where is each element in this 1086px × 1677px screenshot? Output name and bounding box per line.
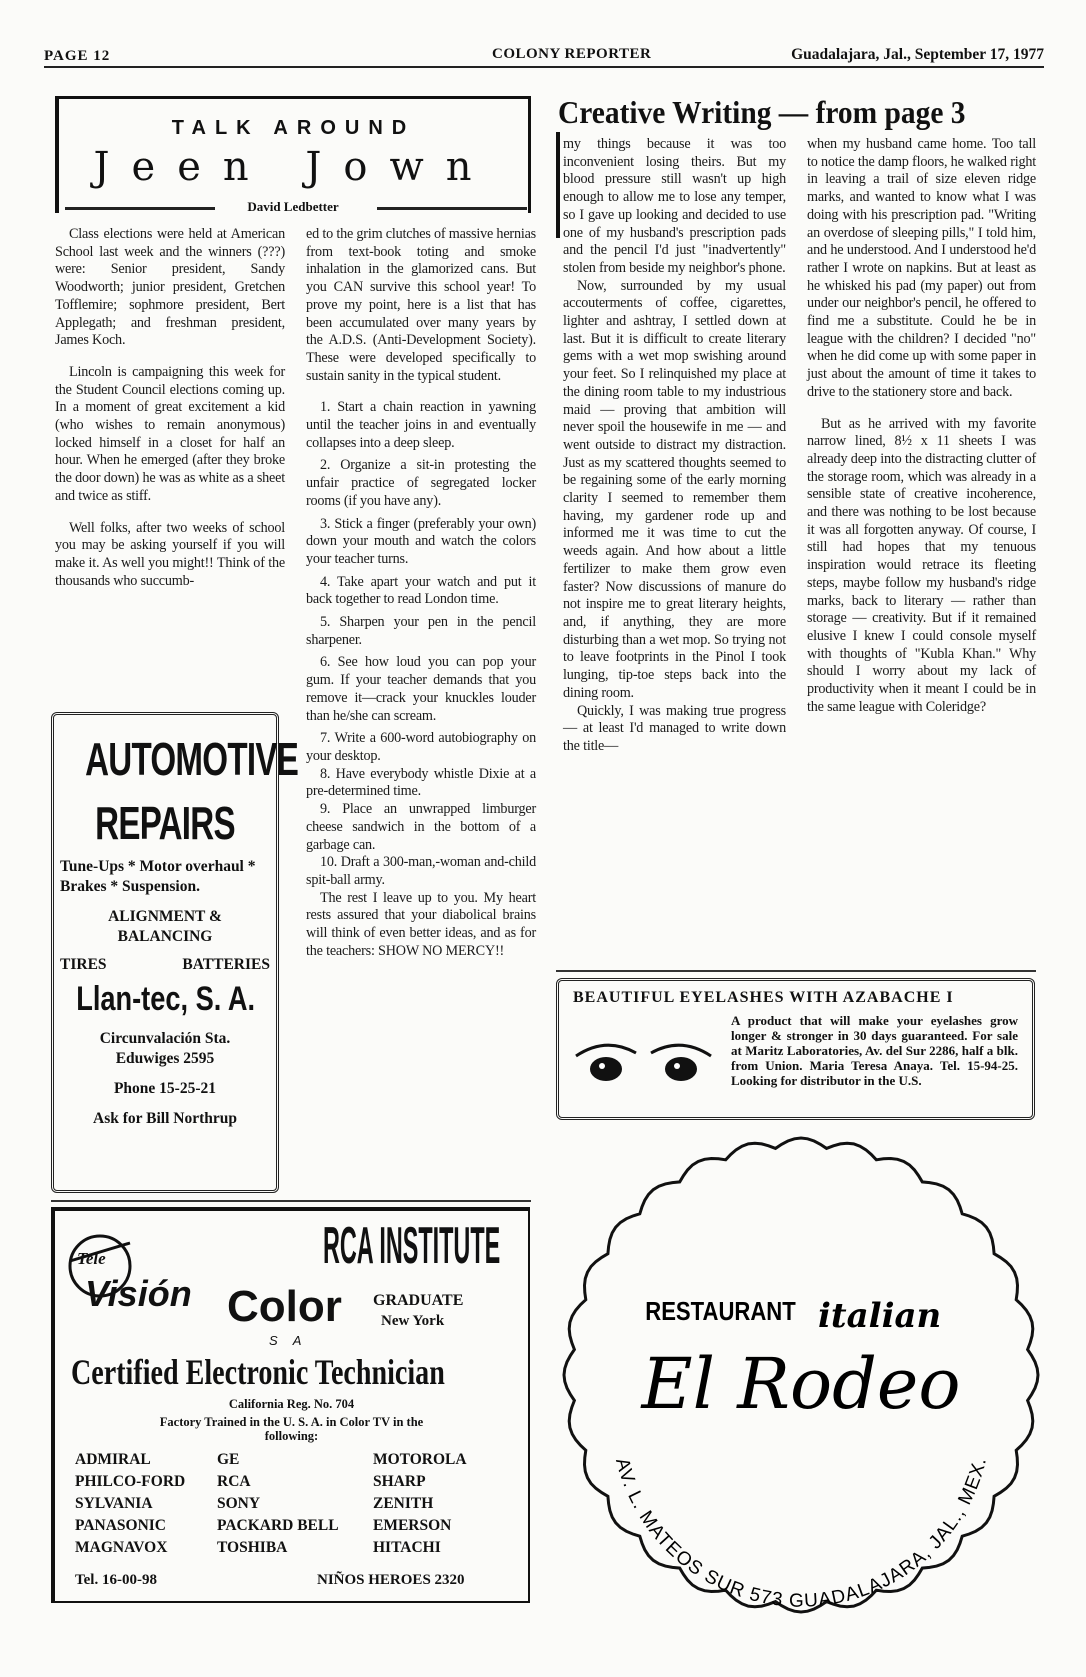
divider bbox=[51, 1200, 531, 1202]
tv-repair-ad bbox=[51, 1207, 530, 1603]
ad-headline: REPAIRS bbox=[95, 797, 235, 849]
list-item: 8. Have everybody whistle Dixie at a pre-determined time. bbox=[306, 765, 536, 800]
trained-text: Factory Trained in the U. S. A. in Color TV in the following: bbox=[159, 1415, 424, 1443]
eyes-icon bbox=[571, 1031, 721, 1091]
paragraph: Quickly, I was making true progress — at least I'd managed to write down the title— bbox=[563, 702, 786, 754]
list-item: 2. Organize a sit-in protesting the unfair practice of segregated locker rooms (if you have any). bbox=[306, 457, 536, 509]
brand: MAGNAVOX bbox=[75, 1539, 168, 1556]
list-item: 5. Sharpen your pen in the pencil sharpener. bbox=[306, 614, 536, 648]
talk-column-1 bbox=[55, 226, 285, 604]
byline: David Ledbetter bbox=[55, 199, 531, 215]
paragraph: Now, surrounded by my usual accouterments of coffee, cigarettes, lighter and ashtray, I settled down at last. But it is difficult to create literary gems with a wet mop swishing around your feet. So I relinquished my place at the dining room table to my industrious maid — proving that ambition will never spoil the housewife in me — and went outside to distract my distraction. Just as my scattered thoughts seemed to be regaining some of the early morning clarity I seemed to remember them having, my gardener rode up and informed me it was time to cut the weeds again. And how about a little fertilizer to make them grow even faster? Now discussions of manure do not inspire me to great literary heights, and, if anything, they are more disturbing than a wet mop. So trying not to leave footprints in the Pinol I took lunging, tip-toe steps back into the dining room. bbox=[563, 277, 786, 701]
divider bbox=[556, 970, 1036, 972]
paragraph: when my husband came home. Too tall to notice the damp floors, he walked right in leaving a trail of size eleven ridge marks, and wanted to know what I was doing with his prescription pad. "Writing an overdose of sleeping pills," I told him, and he understood. And I understood he'd rather I wrote on napkins. But at least as he whisked his pad (my paper) out from under our neighbor's pencil, he offered to find me a substitute. Could he be in league with the children? I decided "no" when he did come up with some paper in just about the amount of time it takes to drive to the stationery store and back. bbox=[807, 136, 1036, 400]
ad-body-block bbox=[571, 1013, 1018, 1091]
brand: ZENITH bbox=[373, 1495, 434, 1512]
restaurant-ad bbox=[556, 1130, 1046, 1620]
brand: TOSHIBA bbox=[217, 1539, 288, 1556]
paragraph: my things because it was too inconvenient losing theirs. But my blood pressure still wasn't up high enough to allow me to lose any temper, so I gave up looking and decided to use one of my husband's prescription pads and the pencil I'd just "inadvertently" stolen from beside my neighbor's phone. bbox=[563, 136, 786, 276]
brands-column-2 bbox=[217, 1449, 339, 1559]
list-item: 1. Start a chain reaction in yawning until the teacher joins in and eventually collapses into a deep sleep. bbox=[306, 399, 536, 451]
ad-company: Llan-tec, S. A. bbox=[76, 980, 256, 1018]
graduate-label: GRADUATE bbox=[373, 1292, 464, 1309]
brand: HITACHI bbox=[373, 1539, 441, 1556]
list-item: 3. Stick a finger (preferably your own) down your mouth and watch the colors your teacher turns. bbox=[306, 515, 536, 567]
ad-phone: Phone 15-25-21 bbox=[113, 1080, 217, 1097]
brand: ADMIRAL bbox=[75, 1451, 151, 1468]
list-item: 7. Write a 600-word autobiography on your desktop. bbox=[306, 730, 536, 764]
logo-vision: Visión bbox=[85, 1273, 192, 1314]
column-title-box bbox=[55, 96, 531, 213]
divider bbox=[556, 132, 560, 238]
brand: GE bbox=[217, 1451, 240, 1468]
talk-column-2 bbox=[306, 226, 536, 974]
brands-column-1 bbox=[75, 1449, 185, 1559]
list-item: 9. Place an unwrapped limburger cheese sandwich in the bottom of a garbage can. bbox=[306, 801, 536, 853]
restaurant-name: El Rodeo bbox=[641, 1343, 961, 1425]
ad-headline: AUTOMOTIVE bbox=[85, 733, 299, 785]
paragraph: ed to the grim clutches of massive hernias from text-book toting and smoke inhalation in the glamorized cans. But you CAN survive this school year! To prove my point, here is a list that has been accumulated over many years by the A.D.S. (Anti-Development Society). These were developed specifically to sustain sanity in the typical student. bbox=[306, 226, 536, 384]
list-item: 6. See how loud you can pop your gum. If your teacher demands that you remove it—crack your knuckles louder than he/she can scream. bbox=[306, 654, 536, 724]
brand: SYLVANIA bbox=[75, 1495, 153, 1512]
city-label: New York bbox=[381, 1313, 445, 1329]
brand: PANASONIC bbox=[75, 1517, 166, 1534]
brand: SHARP bbox=[373, 1473, 426, 1490]
institute-name: RCA INSTITUTE bbox=[323, 1217, 501, 1275]
paragraph: But as he arrived with my favorite narrow lined, 8½ x 11 sheets I was already deep into the distracting clutter of the storage room, which was already in a sensible state of creative incoherence, and there was nothing to be lost because it was all forgotten anyway. Of course, I still had hopes that my tenuous inspiration would retrace its fleeting steps, maybe follow my husband's ridge marks, back to literary — rather than storage — creativity. But if it remained elusive I knew I could console myself with thoughts of "Kubla Khan." Why should I worry about my lack of productivity when it meant I could be in the same league with Coleridge? bbox=[807, 415, 1036, 715]
brand: PHILCO-FORD bbox=[75, 1473, 186, 1490]
paragraph: Class elections were held at American School last week and the winners (???) were: Senior president, Sandy Woodworth; junior president, Gretchen Tofflemire; sophmore president, Bert Applegath; and freshman president, James Koch. bbox=[55, 226, 285, 349]
page-header bbox=[44, 44, 1044, 68]
brands-column-3 bbox=[373, 1449, 467, 1559]
article-title: Creative Writing — from page 3 bbox=[558, 94, 966, 130]
ad-address: NIÑOS HEROES 2320 bbox=[317, 1572, 465, 1588]
eyelash-ad bbox=[556, 978, 1035, 1120]
brand: EMERSON bbox=[373, 1517, 452, 1534]
list-item: 4. Take apart your watch and put it back together to read London time. bbox=[306, 573, 536, 608]
logo-tele: Tele bbox=[77, 1249, 106, 1268]
creative-column-3 bbox=[563, 136, 786, 756]
paragraph: Well folks, after two weeks of school you may be asking yourself if you will make it. As well you might!! Think of the thousands who succumb- bbox=[55, 519, 285, 589]
registration: California Reg. No. 704 bbox=[228, 1397, 355, 1411]
ad-phone: Tel. 16-00-98 bbox=[75, 1572, 157, 1588]
brand: MOTOROLA bbox=[373, 1451, 467, 1468]
paragraph: The rest I leave up to you. My heart rests assured that your diabolical brains will think of even better ideas, and as for the teachers: SHOW NO MERCY!! bbox=[306, 889, 536, 959]
brand: RCA bbox=[217, 1473, 251, 1490]
ad-services: Tune-Ups * Motor overhaul * Brakes * Suspension. bbox=[60, 858, 256, 895]
logo-sa: S A bbox=[269, 1333, 308, 1348]
restaurant-label: RESTAURANT bbox=[645, 1297, 796, 1327]
ad-tires: TIRES bbox=[60, 956, 107, 973]
restaurant-address bbox=[611, 1455, 991, 1612]
ad-heading: BEAUTIFUL EYELASHES WITH AZABACHE I bbox=[573, 989, 954, 1006]
column-subtitle: Jeen Jown bbox=[93, 144, 494, 190]
address-path-text: AV. L. MATEOS SUR 573 GUADALAJARA, JAL., MEX. bbox=[611, 1454, 992, 1612]
list-item: 10. Draft a 300-man,-woman and-child spit-ball army. bbox=[306, 854, 536, 888]
creative-column-4 bbox=[807, 136, 1036, 717]
ad-alignment: ALIGNMENT & BALANCING bbox=[108, 908, 222, 945]
brand: SONY bbox=[217, 1495, 261, 1512]
ad-contact: Ask for Bill Northrup bbox=[93, 1110, 237, 1127]
ad-body: A product that will make your eyelashes grow longer & stronger in 30 days guaranteed. For sale at Maritz Laboratories, Av. del Sur 2286, half a blk. from Union. Maria Teresa Anaya. Tel. 15-94-25. Looking for distributor in the U.S. bbox=[731, 1013, 1018, 1088]
masthead: COLONY REPORTER bbox=[492, 46, 652, 62]
logo-color: Color bbox=[227, 1282, 342, 1331]
ad-address: Circunvalación Sta. Eduwiges 2595 bbox=[99, 1030, 231, 1067]
column-title: TALK AROUND bbox=[171, 117, 416, 139]
dateline: Guadalajara, Jal., September 17, 1977 bbox=[791, 46, 1044, 63]
page-number: PAGE 12 bbox=[44, 48, 111, 64]
italian-label: italian bbox=[818, 1296, 942, 1336]
paragraph: Lincoln is campaigning this week for the Student Council elections coming up. In a moment of great excitement a kid (who wishes to remain anonymous) locked himself in a closet for half an hour. When he emerged (after they broke the door down) he was as white as a sheet and twice as stiff. bbox=[55, 363, 285, 504]
brand: PACKARD BELL bbox=[217, 1517, 339, 1534]
ad-batteries: BATTERIES bbox=[182, 956, 270, 973]
ad-headline: Certified Electronic Technician bbox=[71, 1352, 445, 1392]
automotive-ad bbox=[51, 712, 299, 1193]
